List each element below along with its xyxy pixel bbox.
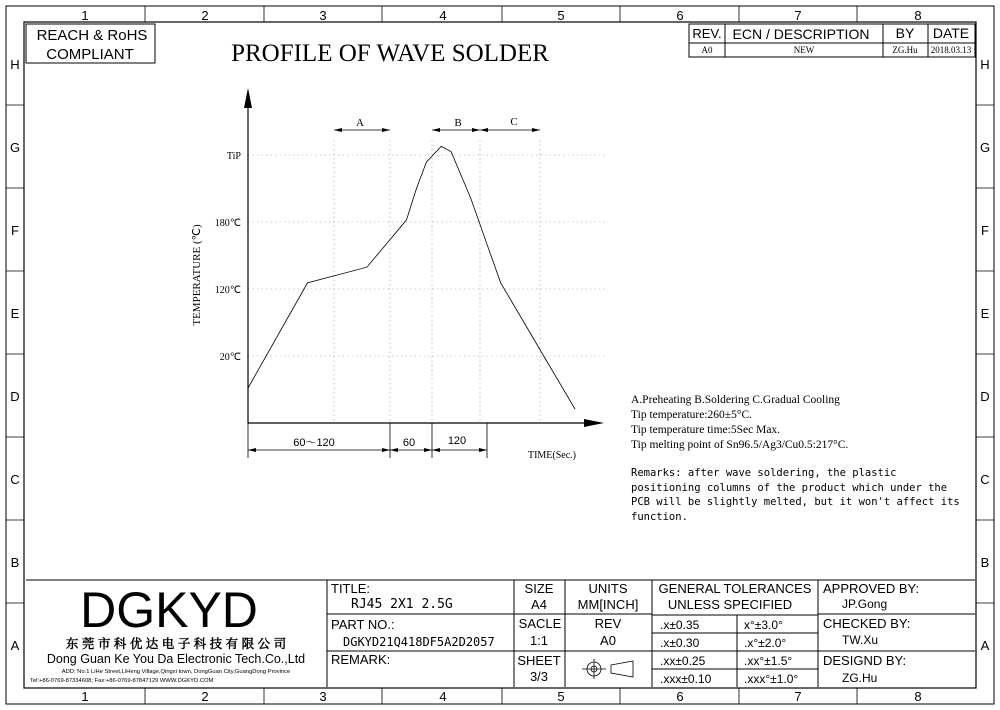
zone-row-label: D	[980, 389, 990, 404]
zone-col-label: 1	[81, 689, 89, 704]
checked-label: CHECKED BY:	[823, 616, 911, 631]
tolerance-angular: .x°±2.0°	[744, 636, 787, 650]
projection-symbol-icon	[582, 659, 633, 679]
approved-label: APPROVED BY:	[823, 581, 920, 596]
y-tick-20: 20℃	[219, 352, 241, 363]
tolerance-linear: .xx±0.25	[660, 654, 706, 668]
remark-line: Remarks: after wave soldering, the plastic	[631, 467, 897, 479]
rev-value: A0	[600, 633, 616, 648]
phase-label-b: B	[454, 117, 462, 129]
size-value: A4	[531, 597, 547, 612]
units-value: MM[INCH]	[577, 597, 639, 612]
zone-row-label: B	[10, 555, 20, 570]
tolerance-linear: .x±0.35	[660, 618, 700, 632]
drawing-title: PROFILE OF WAVE SOLDER	[231, 40, 549, 67]
zone-row-label: C	[10, 472, 20, 487]
designed-label: DESIGND BY:	[823, 653, 907, 668]
date-value: 2018.03.13	[930, 45, 972, 55]
y-tick-120: 120℃	[214, 285, 241, 296]
zone-row-label: A	[10, 638, 20, 653]
note-tip-temp: Tip temperature:260±5°C.	[631, 409, 753, 421]
tolerance-linear: .xxx±0.10	[660, 672, 712, 686]
scale-value: 1:1	[529, 633, 549, 648]
tolerance-title-line1: GENERAL TOLERANCES	[658, 581, 812, 596]
x-axis-arrow	[584, 419, 604, 427]
zone-col-label: 4	[439, 689, 447, 704]
zone-col-label: 7	[794, 689, 802, 704]
zone-row-label: G	[9, 140, 21, 155]
note-tip-time: Tip temperature time:5Sec Max.	[631, 424, 781, 436]
y-tick-180: 180℃	[214, 218, 241, 229]
zone-col-label: 3	[319, 8, 327, 23]
remark-line: function.	[631, 511, 688, 523]
remarks-note	[631, 467, 960, 523]
part-no-label: PART NO.:	[331, 617, 395, 632]
phase-label-c: C	[510, 116, 518, 128]
y-tick-tip: TiP	[226, 151, 241, 162]
company-name-cn: 东 莞 市 科 优 达 电 子 科 技 有 限 公 司	[65, 637, 287, 651]
zone-row-label: E	[980, 306, 990, 321]
zone-col-label: 8	[914, 8, 922, 23]
title-value: RJ45 2X1 2.5G	[351, 597, 453, 612]
y-axis-arrow	[244, 88, 252, 108]
company-logo: DGKYD	[80, 582, 258, 638]
desc-value: NEW	[793, 45, 815, 55]
zone-col-label: 1	[81, 8, 89, 23]
zone-col-label: 6	[676, 689, 684, 704]
zone-row-label: D	[10, 389, 20, 404]
tolerance-angular: x°±3.0°	[744, 618, 783, 632]
by-header: BY	[895, 25, 915, 41]
units-label: UNITS	[588, 581, 628, 596]
time-seg-60: 60	[402, 437, 416, 449]
by-value: ZG.Hu	[892, 45, 918, 55]
scale-label: SACLE	[518, 616, 562, 631]
zone-col-label: 6	[676, 8, 684, 23]
sheet-label: SHEET	[517, 653, 561, 668]
zone-row-label: F	[11, 223, 19, 238]
desc-header: ECN / DESCRIPTION	[732, 26, 870, 42]
remark-line: positioning columns of the product which under the	[631, 482, 948, 494]
date-header: DATE	[932, 25, 970, 41]
zone-row-label: G	[979, 140, 991, 155]
checked-value: TW.Xu	[842, 633, 879, 647]
time-seg-preheat: 60～120	[293, 437, 335, 449]
tolerance-table	[660, 618, 798, 686]
revision-table	[689, 24, 975, 57]
approved-value: JP.Gong	[842, 597, 888, 611]
part-no-value: DGKYD21Q418DF5A2D2057	[343, 635, 495, 649]
note-tip-melt: Tip melting point of Sn96.5/Ag3/Cu0.5:217°C.	[631, 439, 849, 451]
phase-label-a: A	[356, 117, 364, 129]
zone-row-label: F	[981, 223, 989, 238]
time-seg-120: 120	[447, 435, 467, 447]
size-label: SIZE	[524, 581, 554, 596]
tolerance-angular: .xxx°±1.0°	[744, 672, 799, 686]
sheet-value: 3/3	[529, 669, 549, 684]
remark-line: PCB will be slightly melted, but it won't affect its	[631, 496, 960, 508]
zone-col-label: 5	[557, 689, 565, 704]
zone-col-label: 5	[557, 8, 565, 23]
zone-col-label: 7	[794, 8, 802, 23]
company-contact: Tel:+86-0769-87334608; Fax:+86-0769-87847129 WWW.DGKYD.COM	[30, 678, 214, 684]
zone-row-label: B	[980, 555, 990, 570]
rev-header: REV.	[692, 26, 722, 41]
tolerance-title-line2: UNLESS SPECIFIED	[667, 597, 793, 612]
tolerance-angular: .xx°±1.5°	[744, 654, 793, 668]
zone-col-label: 4	[439, 8, 447, 23]
note-phases: A.Preheating B.Soldering C.Gradual Cooling	[631, 394, 840, 406]
y-axis-label: TEMPERATURE (℃)	[191, 224, 203, 326]
title-label: TITLE:	[331, 581, 371, 596]
zone-row-label: A	[980, 638, 990, 653]
tolerance-linear: .x±0.30	[660, 636, 700, 650]
designed-value: ZG.Hu	[842, 671, 878, 685]
zone-col-label: 2	[201, 8, 209, 23]
wave-solder-chart	[191, 88, 605, 461]
compliance-line2: COMPLIANT	[46, 46, 134, 63]
zone-row-label: E	[10, 306, 20, 321]
zone-col-label: 2	[201, 689, 209, 704]
rev-value: A0	[701, 45, 713, 55]
phase-markers	[334, 128, 540, 132]
x-axis-label: TIME(Sec.)	[527, 450, 577, 461]
zone-row-label: H	[980, 57, 990, 72]
zone-row-label: H	[10, 57, 20, 72]
zone-row-label: C	[980, 472, 990, 487]
temperature-profile-line	[248, 146, 575, 409]
chart-grid	[248, 140, 605, 423]
remark-label: REMARK:	[331, 652, 391, 667]
zone-col-label: 8	[914, 689, 922, 704]
company-address: ADD: No.1 LiHe Street,LiHeng Village,Qingxi town, DongGuan City,GuangDong Province	[61, 669, 291, 675]
process-notes	[631, 394, 848, 451]
rev-label: REV	[594, 616, 622, 631]
zone-col-label: 3	[319, 689, 327, 704]
company-name-en: Dong Guan Ke You Da Electronic Tech.Co.,Ltd	[46, 652, 306, 666]
compliance-line1: REACH & RoHS	[36, 27, 148, 44]
